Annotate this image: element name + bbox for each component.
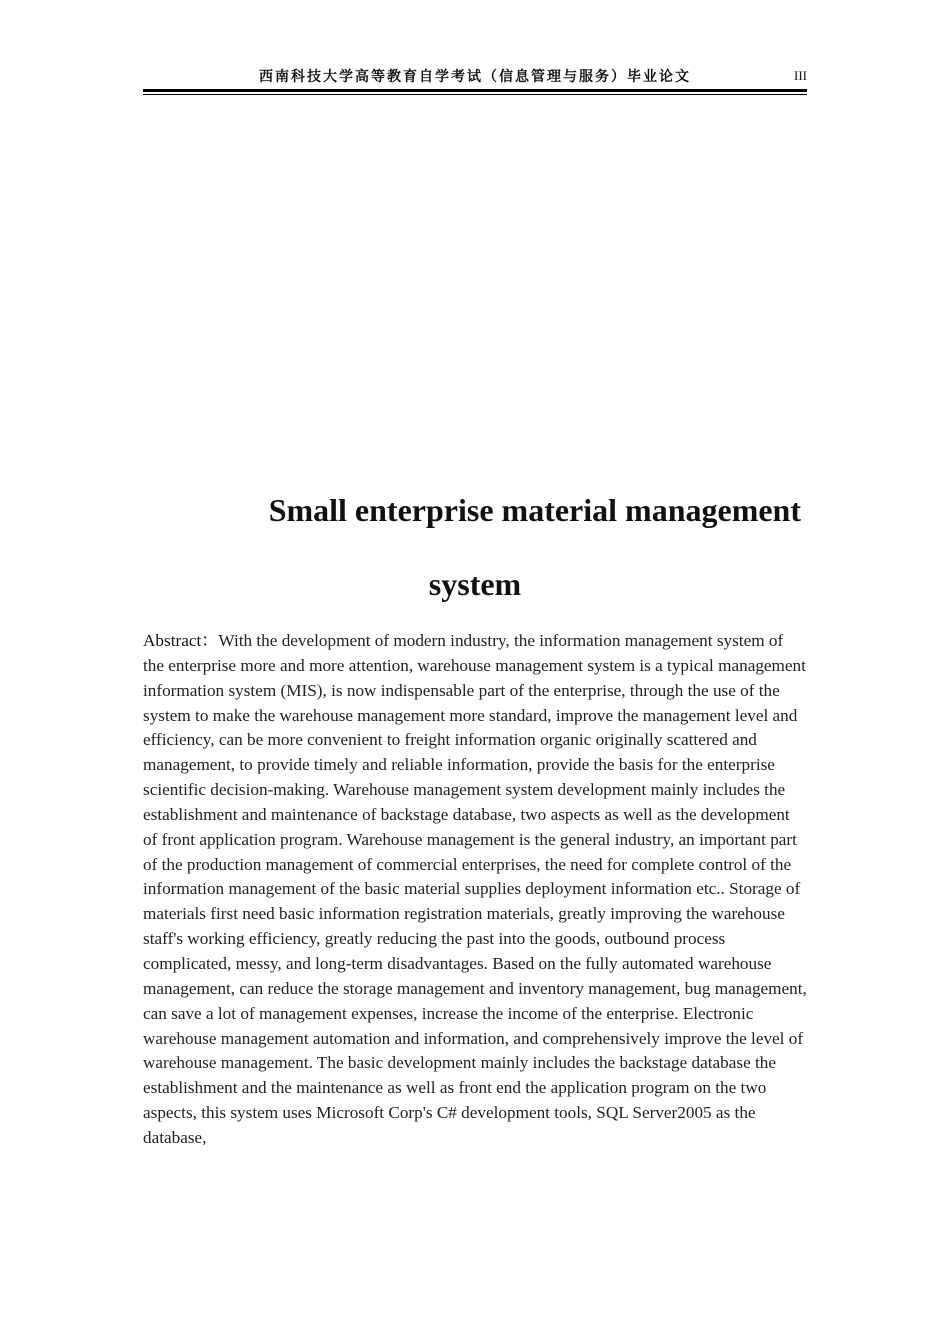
header-rule-thin xyxy=(143,94,807,95)
running-header-title: 西南科技大学高等教育自学考试（信息管理与服务）毕业论文 xyxy=(259,69,691,85)
header-rule-thick xyxy=(143,89,807,92)
title-line-2: system xyxy=(428,566,522,602)
page-header xyxy=(143,64,807,96)
abstract-text: With the development of modern industry, the information management system of the enterprise more and more attention, warehouse management system is a typical management information system (MIS), is now indispensable part of the enterprise, through the use of the system to make the warehouse management more standard, improve the management level and efficiency, can be more convenient to freight information organic originally scattered and management, to provide timely and reliable information, provide the basis for the enterprise scientific decision-making. Warehouse management system development mainly includes the establishment and maintenance of backstage database, two aspects as well as the development of front application program. Warehouse management is the general industry, an important part of the production management of commercial enterprises, the need for complete control of the information management of the basic material supplies deployment information etc.. Storage of materials first need basic information registration materials, greatly improving the warehouse staff's working efficiency, greatly reducing the past into the goods, outbound process complicated, messy, and long-term disadvantages. Based on the fully automated warehouse management, can reduce the storage management and inventory management, bug management, can save a lot of management expenses, increase the income of the enterprise. Electronic warehouse management automation and information, and comprehensively improve the level of warehouse management. The basic development mainly includes the backstage database the establishment and the maintenance as well as front end the application program on the two aspects, this system uses Microsoft Corp's C# development tools, SQL Server2005 as the database, xyxy=(143,631,807,1147)
abstract-paragraph xyxy=(143,629,807,1151)
page-number: III xyxy=(794,68,807,83)
title-line-1: Small enterprise material management xyxy=(268,492,801,528)
paper-title xyxy=(143,484,807,610)
abstract-label: Abstract： xyxy=(143,631,219,650)
